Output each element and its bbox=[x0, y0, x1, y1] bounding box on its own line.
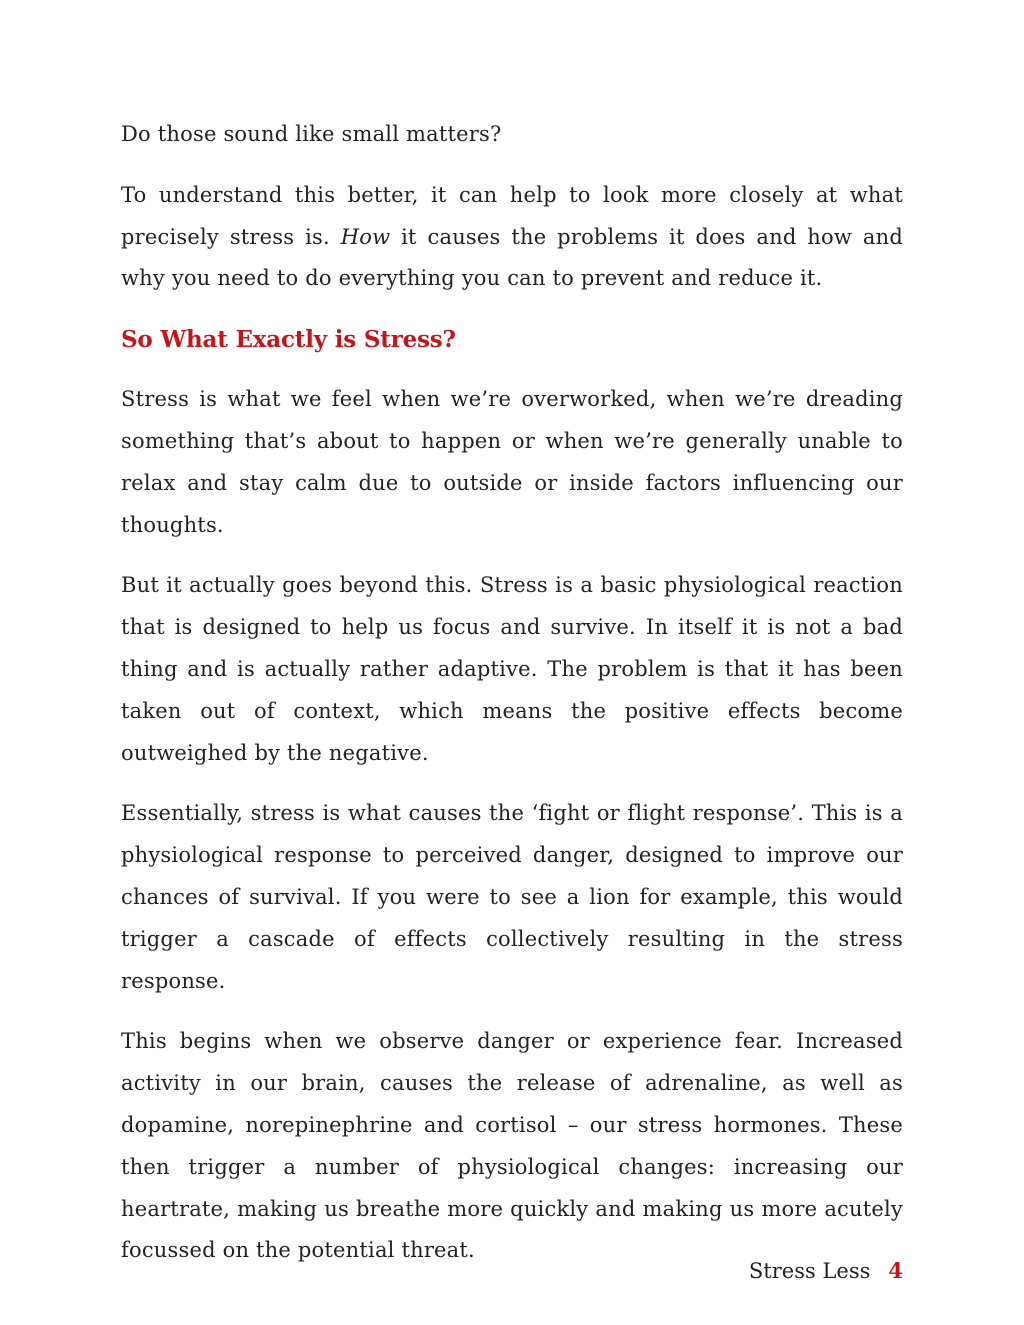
page-number: 4 bbox=[888, 1258, 903, 1283]
body-paragraph-3: Essentially, stress is what causes the ‘fight or flight response’. This is a physiological response to perceived danger, designed to improve our chances of survival. If you were to see a lion for example, this would trigger a cascade of effects collectively resulting in the stress response. bbox=[121, 801, 903, 993]
context-paragraph bbox=[121, 175, 903, 300]
context-paragraph-part2: it causes the problems it does and how and why you need to do everything you can to prevent and reduce it. bbox=[121, 224, 903, 291]
page-footer bbox=[749, 1253, 903, 1289]
body-paragraph-2: But it actually goes beyond this. Stress is a basic physiological reaction that is designed to help us focus and survive. In itself it is not a bad thing and is actually rather adaptive. The problem is that it has been taken out of context, which means the positive effects become outweighed by the negative. bbox=[121, 573, 903, 765]
body-paragraph-1: Stress is what we feel when we’re overworked, when we’re dreading something that’s about to happen or when we’re generally unable to relax and stay calm due to outside or inside factors influencing our thoughts. bbox=[121, 387, 903, 537]
section-heading: So What Exactly is Stress? bbox=[121, 326, 456, 354]
context-paragraph-part1: To understand this better, it can help to look more closely at what precisely stress is. bbox=[121, 182, 903, 249]
book-title: Stress Less bbox=[748, 1259, 871, 1283]
body-paragraph-4: This begins when we observe danger or experience fear. Increased activity in our brain, causes the release of adrenaline, as well as dopamine, norepinephrine and cortisol – our stress hormones. These then trigger a number of physiological changes: increasing our heartrate, making us breathe more quickly and making us more acutely focussed on the potential threat. bbox=[121, 1029, 903, 1263]
intro-paragraph: Do those sound like small matters? bbox=[121, 122, 502, 146]
page-content bbox=[121, 114, 903, 1291]
context-paragraph-emphasis: How bbox=[340, 224, 391, 249]
